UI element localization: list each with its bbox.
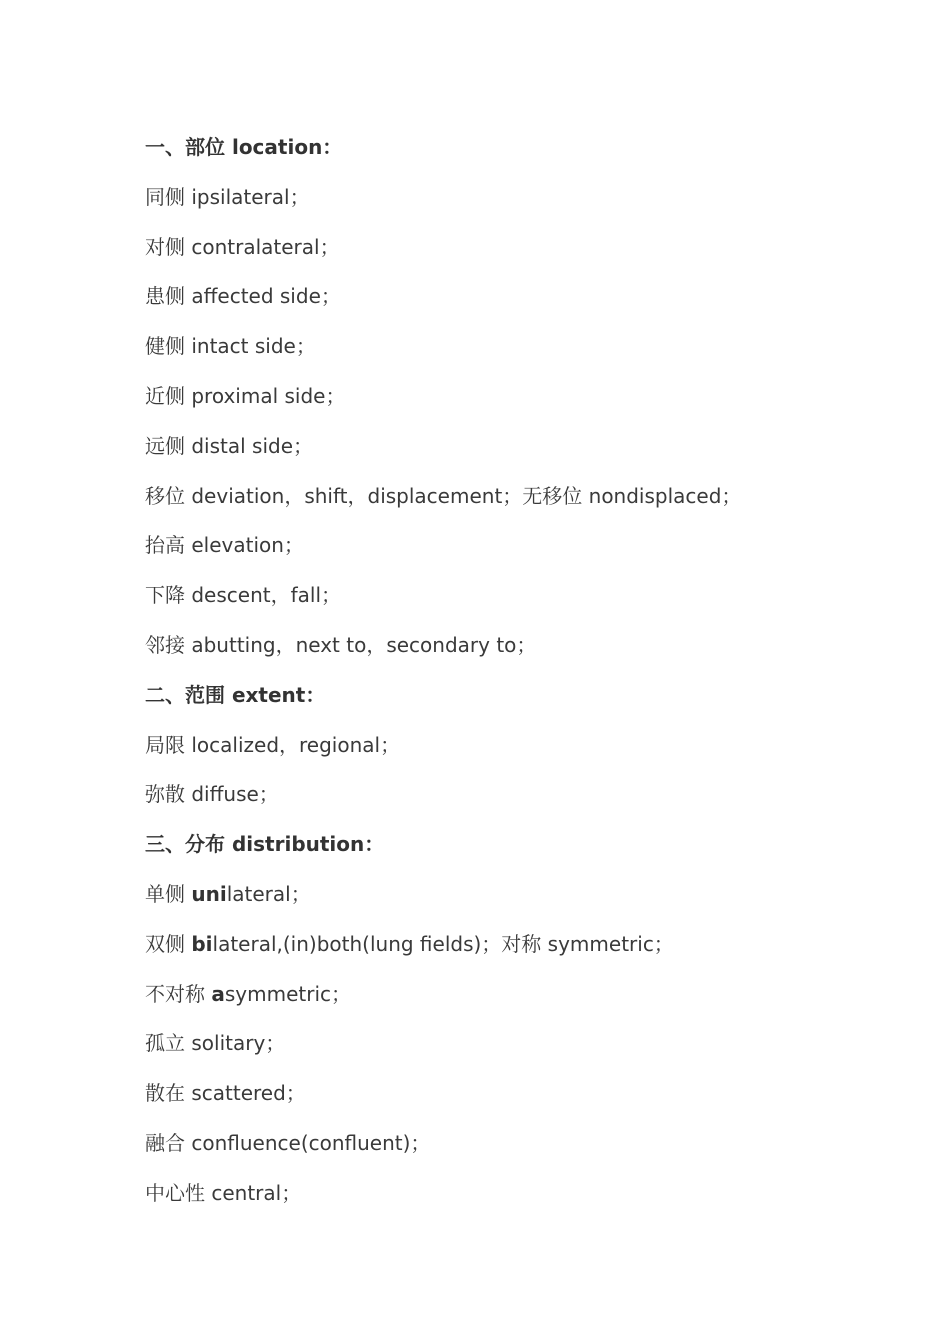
term-central: 中心性 central；	[145, 1180, 302, 1205]
term-elevation: 抬高 elevation；	[145, 533, 304, 558]
asymmetric-suffix: symmetric；	[224, 981, 352, 1006]
term-affected-side: 患侧 affected side；	[145, 284, 341, 309]
asymmetric-prefix: 不对称	[145, 981, 212, 1006]
term-localized: 局限 localized，regional；	[145, 732, 401, 757]
term-ipsilateral: 同侧 ipsilateral；	[145, 184, 310, 209]
term-deviation: 移位 deviation，shift，displacement；无移位 nondisplaced；	[145, 483, 742, 508]
term-abutting: 邻接 abutting，next to，secondary to；	[145, 632, 537, 657]
term-asymmetric	[145, 980, 950, 1030]
term-confluence: 融合 confluence(confluent)；	[145, 1130, 431, 1155]
section-heading-location: 一、部位 location：	[145, 135, 343, 159]
term-contralateral: 对侧 contralateral；	[145, 234, 340, 259]
section-heading-distribution: 三、分布 distribution：	[145, 832, 385, 857]
section-heading-extent: 二、范围 extent：	[145, 682, 326, 707]
bilateral-bold-part: bi	[191, 931, 213, 956]
term-solitary: 孤立 solitary；	[145, 1031, 286, 1056]
bilateral-suffix: lateral,(in)both(lung fields)；对称 symmetric；	[212, 931, 674, 956]
term-descent: 下降 descent，fall；	[145, 583, 342, 608]
bilateral-prefix: 双侧	[145, 931, 192, 956]
unilateral-bold-part: uni	[191, 881, 227, 906]
unilateral-prefix: 单侧	[145, 881, 192, 906]
term-intact-side: 健侧 intact side；	[145, 334, 316, 359]
term-diffuse: 弥散 diffuse；	[145, 782, 279, 807]
term-unilateral	[145, 880, 950, 930]
asymmetric-bold-part: a	[211, 981, 225, 1006]
term-proximal-side: 近侧 proximal side；	[145, 383, 346, 408]
term-distal-side: 远侧 distal side；	[145, 433, 314, 458]
term-bilateral	[145, 930, 950, 980]
term-scattered: 散在 scattered；	[145, 1081, 306, 1106]
unilateral-suffix: lateral；	[226, 881, 311, 906]
